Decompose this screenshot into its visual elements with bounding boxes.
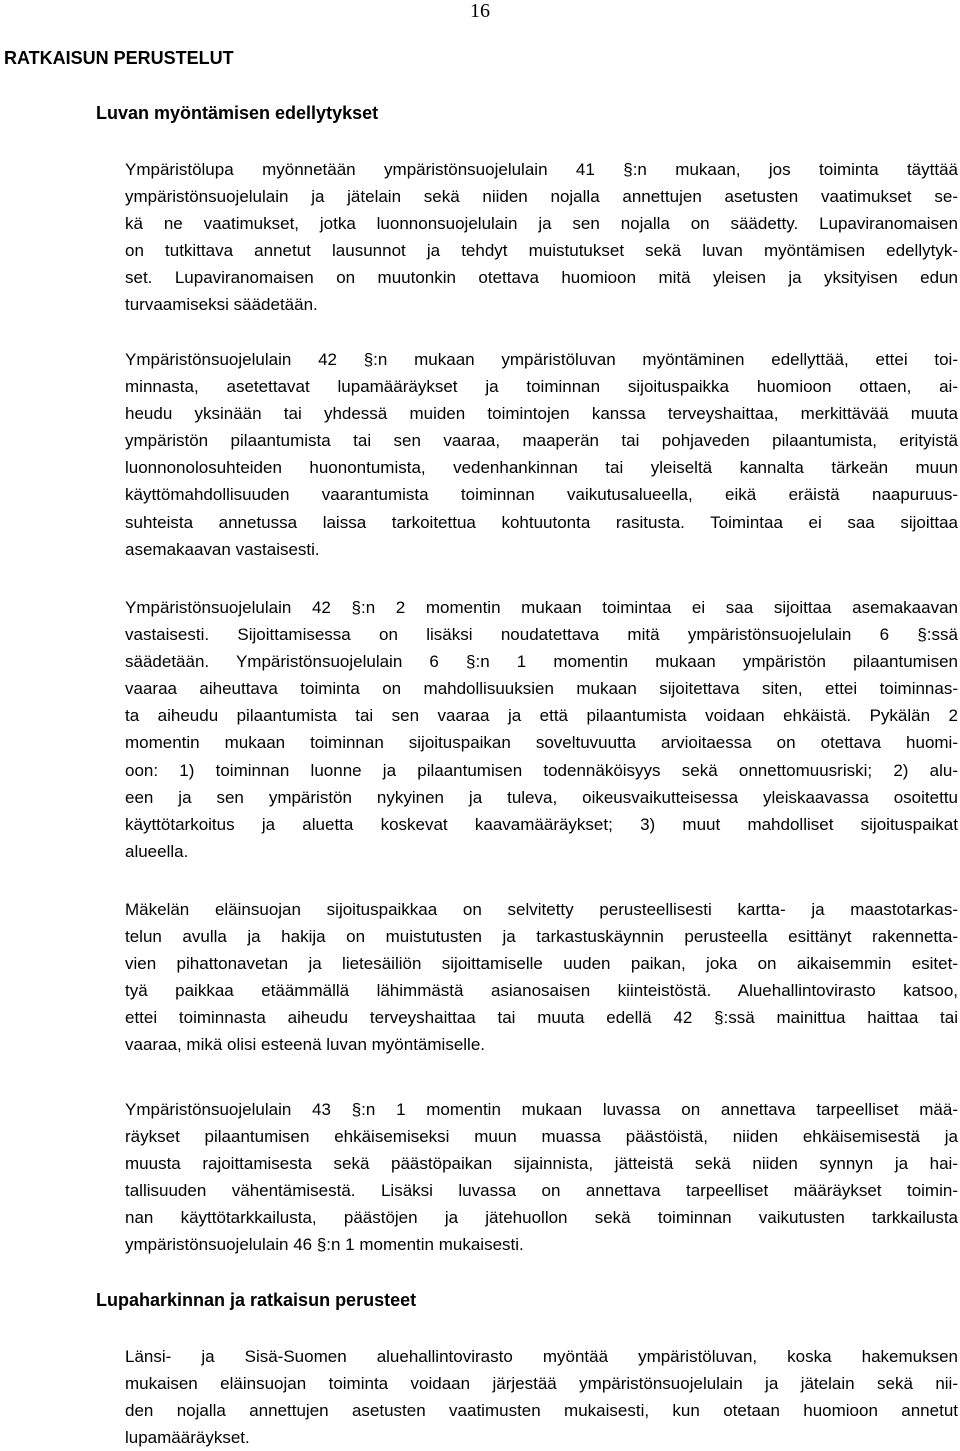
text-line: muusta rajoittamisesta sekä päästöpaikan sijainnista, jätteistä sekä niiden synnyn ja hai-	[125, 1154, 958, 1174]
text-line: vien pihattonavetan ja lietesäiliön sijoittamiselle uuden paikan, joka on aikaisemmin esitet-	[125, 954, 958, 974]
document-title: RATKAISUN PERUSTELUT	[4, 48, 234, 68]
text-line: den nojalla annettujen asetusten vaatimusten mukaisesti, kun otetaan huomioon annetut	[125, 1401, 958, 1421]
text-line: set. Lupaviranomaisen on muutonkin otettava huomioon mitä yleisen ja yksityisen edun	[125, 268, 958, 288]
section-heading-lupaharkinnan-ja-ratkaisun-perusteet: Lupaharkinnan ja ratkaisun perusteet	[96, 1290, 417, 1310]
text-line: vaaraa aiheuttava toiminta on mahdollisuuksien mukaan sijoitettava siten, ettei toiminnas-	[125, 679, 958, 699]
text-line: kä ne vaatimukset, jotka luonnonsuojelulain ja sen nojalla on säädetty. Lupaviranomaisen	[125, 214, 958, 234]
text-line: nan käyttötarkkailusta, päästöjen ja jätehuollon sekä toiminnan vaikutusten tarkkailusta	[125, 1208, 958, 1228]
text-line: suhteista annetussa laissa tarkoitettua kohtuutonta rasitusta. Toimintaa ei saa sijoittaa	[125, 512, 958, 532]
text-line: Ympäristönsuojelulain 42 §:n mukaan ympäristöluvan myöntäminen edellyttää, ettei toi-	[125, 350, 958, 369]
text-line: vaaraa, mikä olisi esteenä luvan myöntämiselle.	[125, 1035, 486, 1055]
paragraph	[125, 1343, 958, 1451]
text-line: ta aiheudu pilaantumista tai sen vaaraa ja että pilaantumista voidaan ehkäistä. Pykälän 2	[125, 706, 958, 726]
text-line: ettei toiminnasta aiheudu terveyshaittaa tai muuta edellä 42 §:ssä mainittua haittaa tai	[125, 1008, 958, 1028]
text-line: lupamääräykset.	[125, 1428, 250, 1448]
text-line: tallisuuden vähentämisestä. Lisäksi luvassa on annettava tarpeelliset määräykset toimin-	[125, 1181, 958, 1201]
paragraph	[125, 594, 958, 865]
text-line: alueella.	[125, 841, 189, 861]
text-line: vastaisesti. Sijoittamisessa on lisäksi noudatettava mitä ympäristönsuojelulain 6 §:ssä	[125, 625, 958, 645]
text-line: tyä paikkaa etäämmällä lähimmästä asianosaisen kiinteistöstä. Aluehallintovirasto katsoo,	[125, 981, 958, 1001]
text-line: ympäristönsuojelulain ja jätelain sekä niiden nojalla annettujen asetusten vaatimukset se-	[125, 187, 958, 207]
text-line: een ja sen ympäristön nykyinen ja tuleva, oikeusvaikutteisessa yleiskaavassa osoitettu	[125, 787, 958, 807]
text-line: momentin mukaan toiminnan sijoituspaikan soveltuvuutta arvioitaessa on otettava huomi-	[125, 733, 958, 753]
paragraph	[125, 896, 958, 1059]
text-line: on tutkittava annetut lausunnot ja tehdyt muistutukset sekä luvan myöntämisen edellytyk-	[125, 241, 958, 261]
text-line: luonnonolosuhteiden huonontumista, vedenhankinnan tai yleiseltä kannalta tärkeän muun	[125, 458, 958, 478]
text-line: turvaamiseksi säädetään.	[125, 295, 318, 315]
text-line: ympäristönsuojelulain 46 §:n 1 momentin mukaisesti.	[125, 1235, 524, 1255]
page-number: 16	[470, 0, 490, 22]
section-heading-luvan-myontamisen-edellytykset: Luvan myöntämisen edellytykset	[96, 103, 379, 123]
paragraph	[125, 1096, 958, 1259]
text-line: käyttömahdollisuuden vaarantumista toiminnan vaikutusalueella, eikä eräistä naapuruus-	[125, 485, 958, 505]
text-line: säädetään. Ympäristönsuojelulain 6 §:n 1 momentin mukaan ympäristön pilaantumisen	[125, 652, 958, 672]
text-line: käyttötarkoitus ja aluetta koskevat kaavamääräykset; 3) muut mahdolliset sijoituspaikat	[125, 814, 958, 834]
text-line: Ympäristönsuojelulain 42 §:n 2 momentin mukaan toimintaa ei saa sijoittaa asemakaavan	[125, 598, 958, 617]
text-line: räykset pilaantumisen ehkäisemiseksi muun muassa päästöistä, niiden ehkäisemisestä ja	[125, 1127, 958, 1147]
paragraph	[125, 346, 958, 563]
paragraph	[125, 156, 958, 319]
text-line: asemakaavan vastaisesti.	[125, 539, 320, 559]
text-line: minnasta, asetettavat lupamääräykset ja toiminnan sijoituspaikka huomioon ottaen, ai-	[125, 377, 958, 397]
text-line: heudu yksinään tai yhdessä muiden toimintojen kanssa terveyshaittaa, merkittävää muuta	[125, 404, 958, 424]
text-line: telun avulla ja hakija on muistutusten ja tarkastuskäynnin perusteella esittänyt rakennetta-	[125, 927, 958, 947]
text-line: oon: 1) toiminnan luonne ja pilaantumisen todennäköisyys sekä onnettomuusriski; 2) alu-	[125, 760, 958, 780]
text-line: Länsi- ja Sisä-Suomen aluehallintovirasto myöntää ympäristöluvan, koska hakemuksen	[125, 1347, 958, 1366]
text-line: Ympäristönsuojelulain 43 §:n 1 momentin mukaan luvassa on annettava tarpeelliset mää-	[125, 1100, 958, 1119]
text-line: ympäristön pilaantumista tai sen vaaraa, maaperän tai pohjaveden pilaantumista, erityistä	[125, 431, 958, 451]
text-line: mukaisen eläinsuojan toiminta voidaan järjestää ympäristönsuojelulain ja jätelain sekä nii-	[125, 1374, 958, 1394]
text-line: Mäkelän eläinsuojan sijoituspaikkaa on selvitetty perusteellisesti kartta- ja maastotarkas-	[125, 900, 958, 919]
text-line: Ympäristölupa myönnetään ympäristönsuojelulain 41 §:n mukaan, jos toiminta täyttää	[125, 160, 958, 179]
